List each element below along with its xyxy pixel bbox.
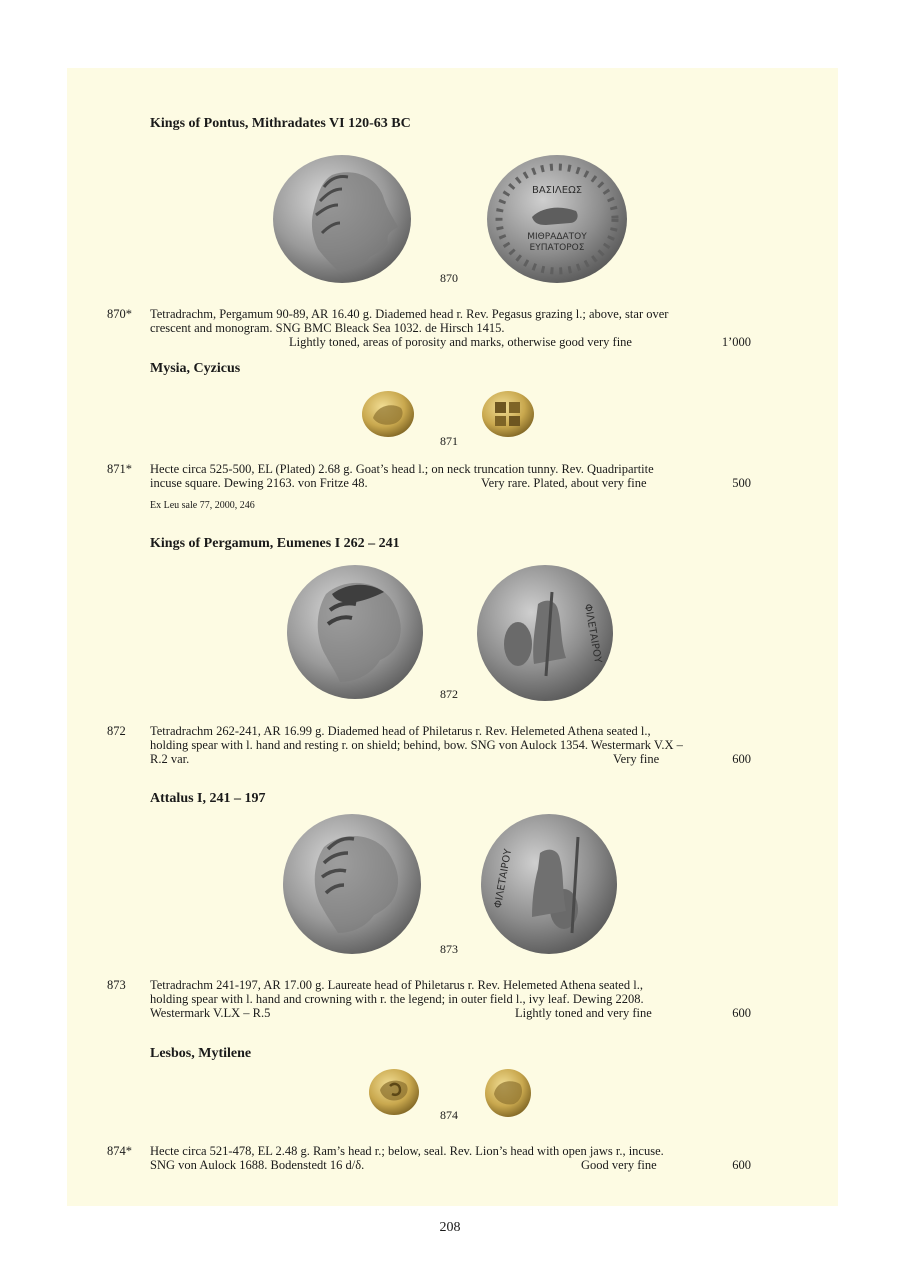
- coin-reverse-image: [480, 813, 618, 955]
- coin-obverse-image: [272, 153, 412, 285]
- coin-obverse-image: [282, 813, 422, 955]
- section-heading: Mysia, Cyzicus: [150, 361, 241, 376]
- condition: Good very fine: [581, 1158, 657, 1172]
- lot-number-label: 870: [440, 271, 458, 285]
- page-number: 208: [439, 1220, 461, 1235]
- condition-row: [150, 476, 751, 490]
- description-line: holding spear with l. hand and resting r. on shield; behind, bow. SNG von Aulock 1354. Westermark V.X –: [150, 738, 683, 752]
- coin-reverse-image: [486, 153, 628, 285]
- section-heading: Attalus I, 241 – 197: [150, 791, 266, 806]
- condition-row: [150, 1006, 751, 1020]
- condition-row: [150, 752, 751, 766]
- description-line: SNG von Aulock 1688. Bodenstedt 16 d/δ.: [150, 1158, 365, 1172]
- lot-number: 872: [107, 724, 126, 738]
- coin-obverse-image: [286, 564, 424, 700]
- condition: Lightly toned and very fine: [515, 1006, 652, 1020]
- coin-legend-text: ΒΑΣΙΛΕΩΣ: [531, 185, 583, 196]
- coin-legend-text: ΕΥΠΑΤΟΡΟΣ: [529, 243, 585, 253]
- lot-description: [150, 978, 751, 1020]
- condition-row: [150, 335, 751, 349]
- description-line: crescent and monogram. SNG BMC Bleack Sea 1032. de Hirsch 1415.: [150, 321, 505, 335]
- lot-number: 873: [107, 978, 126, 992]
- lot-number: 874*: [107, 1144, 132, 1158]
- price: 600: [732, 1006, 751, 1020]
- condition: Lightly toned, areas of porosity and marks, otherwise good very fine: [289, 335, 632, 349]
- section-heading: Kings of Pontus, Mithradates VI 120-63 BC: [150, 116, 411, 131]
- description-line: Tetradrachm 262-241, AR 16.99 g. Diademed head of Philetarus r. Rev. Helemeted Athena seated l.,: [150, 724, 651, 738]
- coin-legend-text: ΜΙΘΡΑΔΑΤΟΥ: [527, 232, 587, 242]
- coin-reverse-image: [484, 1068, 532, 1118]
- lot-number: 871*: [107, 462, 132, 476]
- lot-number-label: 872: [440, 687, 458, 701]
- coin-obverse-image: [361, 390, 415, 438]
- coin-legend-text: ΦΙΛΕΤΑΙΡΟΥ: [492, 848, 515, 910]
- coin-legend-text: ΦΙΛΕΤΑΙΡΟΥ: [581, 603, 604, 665]
- description-line: holding spear with l. hand and crowning with r. the legend; in outer field l., ivy leaf. Dewing 2208.: [150, 992, 644, 1006]
- lot-description: [150, 724, 751, 766]
- description-line: Hecte circa 525-500, EL (Plated) 2.68 g. Goat’s head l.; on neck truncation tunny. Rev. Quadripartite: [150, 462, 654, 476]
- lot-description: [150, 462, 751, 490]
- description-line: Tetradrachm, Pergamum 90-89, AR 16.40 g. Diademed head r. Rev. Pegasus grazing l.; above, star over: [150, 307, 669, 321]
- lot-description: [150, 1144, 751, 1172]
- description-line: Tetradrachm 241-197, AR 17.00 g. Laureate head of Philetarus r. Rev. Helemeted Athena seated l.,: [150, 978, 643, 992]
- lot-number-label: 873: [440, 942, 458, 956]
- catalogue-panel: [67, 68, 838, 1206]
- lot-number-label: 871: [440, 434, 458, 448]
- coin-obverse-image: [368, 1068, 420, 1116]
- description-line: R.2 var.: [150, 752, 190, 766]
- condition: Very fine: [613, 752, 660, 766]
- lot-number: 870*: [107, 307, 132, 321]
- section-heading: Kings of Pergamum, Eumenes I 262 – 241: [150, 536, 400, 551]
- price: 600: [732, 1158, 751, 1172]
- description-line: Westermark V.LX – R.5: [150, 1006, 271, 1020]
- coin-reverse-image: [476, 564, 614, 702]
- coin-reverse-image: [481, 390, 535, 438]
- description-line: incuse square. Dewing 2163. von Fritze 48.: [150, 476, 368, 490]
- provenance: Ex Leu sale 77, 2000, 246: [150, 500, 255, 511]
- lot-description: [150, 307, 751, 349]
- price: 1’000: [721, 335, 751, 349]
- condition: Very rare. Plated, about very fine: [481, 476, 647, 490]
- price: 600: [732, 752, 751, 766]
- description-line: Hecte circa 521-478, EL 2.48 g. Ram’s head r.; below, seal. Rev. Lion’s head with open jaws r., incuse.: [150, 1144, 664, 1158]
- price: 500: [732, 476, 751, 490]
- lot-number-label: 874: [440, 1108, 458, 1122]
- section-heading: Lesbos, Mytilene: [150, 1046, 252, 1061]
- condition-row: [150, 1158, 751, 1172]
